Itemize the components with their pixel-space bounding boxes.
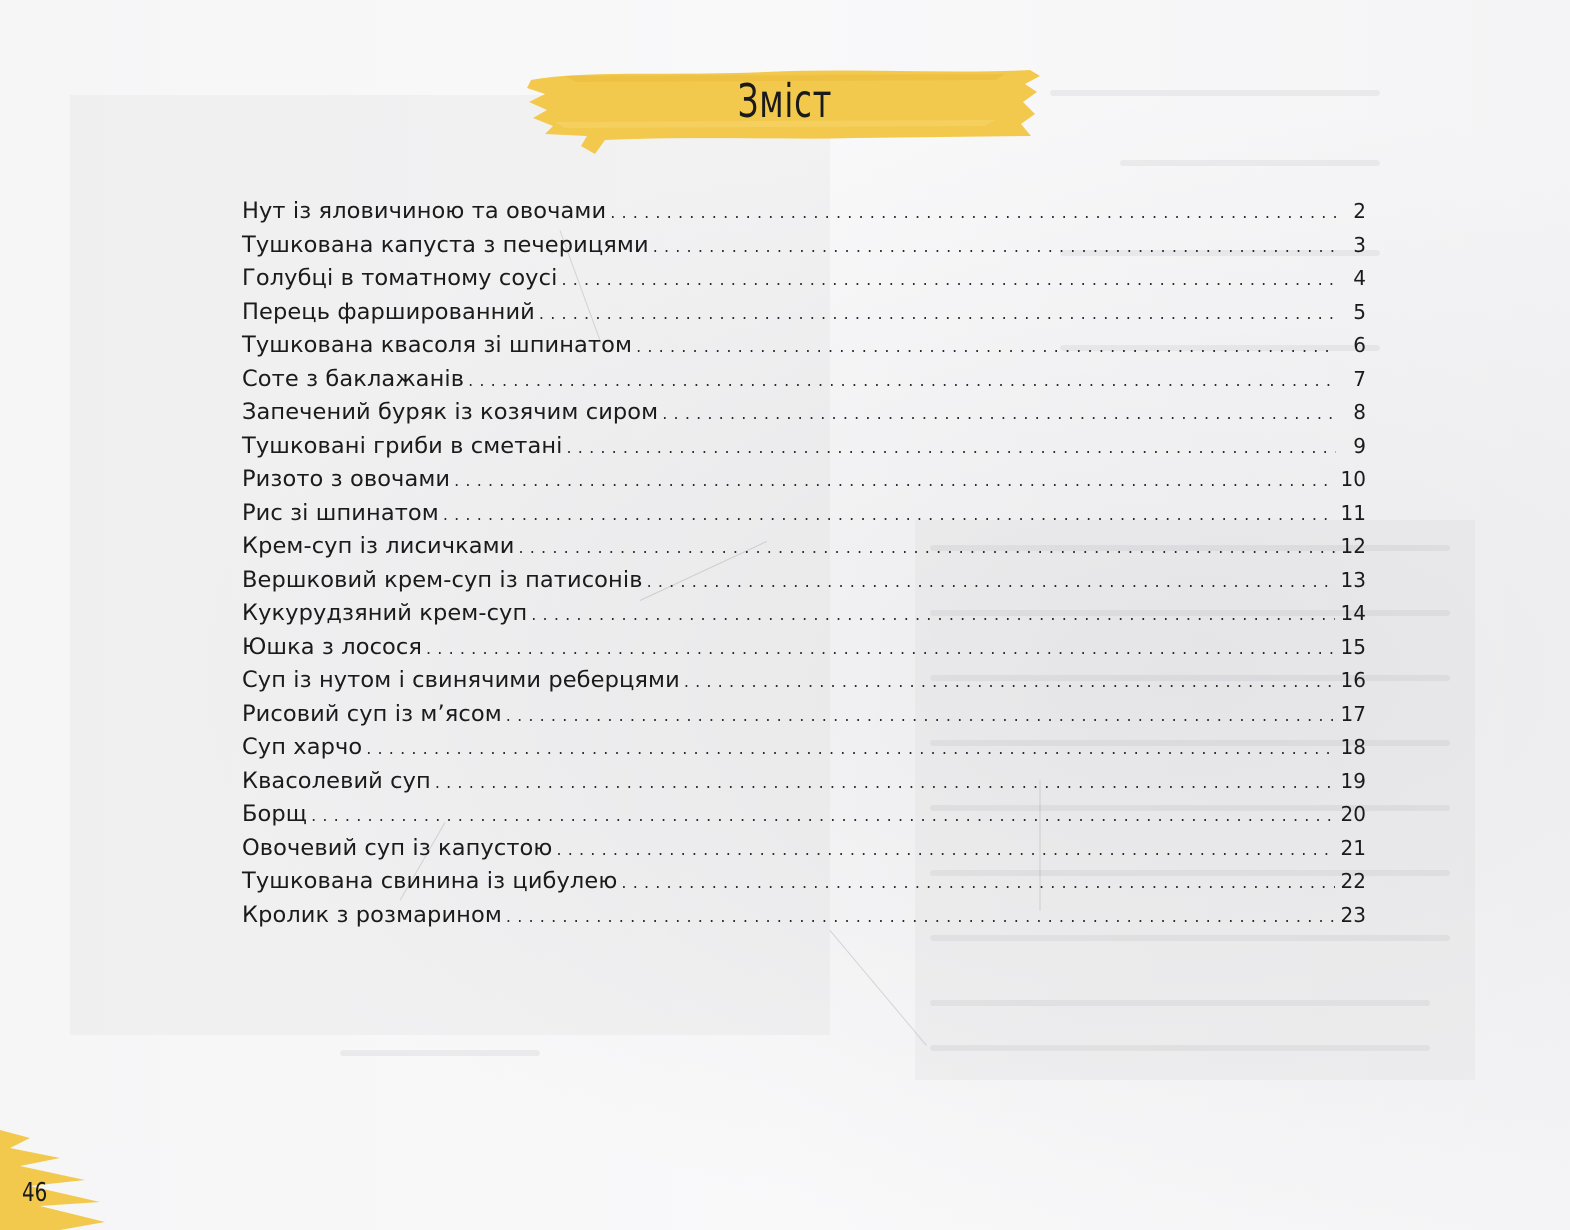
toc-entry	[242, 768, 1366, 802]
dot-leader	[518, 538, 1334, 557]
toc-entry	[242, 332, 1366, 366]
toc-entry-title: Крем-суп із лисичками	[242, 533, 515, 559]
bleed-through-line	[340, 1050, 540, 1056]
toc-entry-title: Тушкована свинина із цибулею	[242, 868, 618, 894]
toc-entry-page: 3	[1353, 232, 1366, 257]
toc-entry-title: Нут із яловичиною та овочами	[242, 198, 607, 224]
toc-entry-page: 23	[1340, 902, 1366, 927]
toc-entry-page: 18	[1340, 735, 1366, 759]
page-title: Зміст	[737, 74, 833, 128]
toc-entry	[242, 801, 1366, 835]
dot-leader	[684, 672, 1335, 691]
toc-entry-page: 6	[1353, 333, 1366, 357]
bleed-through-line	[930, 1045, 1430, 1051]
toc-entry-page: 9	[1353, 433, 1366, 458]
toc-entry-page: 2	[1353, 199, 1366, 223]
toc-entry	[242, 835, 1366, 869]
toc-entry-title: Тушковані гриби в сметані	[242, 432, 563, 459]
toc-entry	[242, 701, 1366, 735]
toc-entry-page: 17	[1340, 701, 1366, 726]
toc-entry-page: 12	[1340, 534, 1366, 558]
dot-leader	[621, 873, 1334, 892]
toc-entry	[242, 533, 1366, 567]
corner-highlight-brush	[0, 1130, 110, 1230]
page-number: 46	[22, 1178, 48, 1208]
toc-entry	[242, 500, 1366, 534]
dot-leader	[311, 806, 1334, 825]
toc-entry-page: 14	[1340, 601, 1366, 625]
toc-entry	[242, 433, 1366, 467]
toc-entry-title: Тушкована капуста з печерицями	[242, 231, 649, 258]
toc-entry	[242, 667, 1366, 701]
dot-leader	[653, 237, 1336, 256]
bleed-through-line	[930, 935, 1450, 941]
toc-entry	[242, 868, 1366, 902]
toc-entry-title: Рис зі шпинатом	[242, 499, 439, 526]
toc-entry-page: 16	[1340, 668, 1366, 692]
bleed-through-line	[1120, 160, 1380, 166]
dot-leader	[567, 438, 1337, 457]
toc-entry-title: Соте з баклажанів	[242, 365, 465, 392]
toc-entry-page: 8	[1353, 400, 1366, 424]
toc-entry	[242, 399, 1366, 433]
toc-entry-title: Голубці в томатному соусі	[242, 265, 558, 291]
paper-scratch	[830, 930, 927, 1046]
toc-entry-title: Ризото з овочами	[242, 466, 451, 492]
toc-entry-page: 4	[1353, 266, 1366, 290]
toc-entry-page: 10	[1340, 467, 1366, 491]
toc-entry-title: Рисовий суп із м’ясом	[242, 700, 502, 727]
dot-leader	[610, 203, 1336, 222]
toc-entry-page: 20	[1340, 802, 1366, 826]
toc-entry	[242, 466, 1366, 500]
toc-entry-page: 5	[1353, 299, 1366, 324]
toc-entry-page: 19	[1340, 768, 1366, 793]
toc-entry-title: Юшка з лосося	[242, 633, 423, 660]
toc-entry-title: Запечений буряк із козячим сиром	[242, 399, 659, 425]
toc-entry-title: Вершковий крем-суп із патисонів	[242, 566, 643, 593]
toc-entry-title: Перець фаршированний	[242, 298, 535, 325]
toc-entry-title: Кролик з розмарином	[242, 901, 502, 928]
toc-entry	[242, 734, 1366, 768]
toc-entry-title: Кукурудзяний крем-суп	[242, 600, 528, 626]
toc-entry-page: 21	[1340, 835, 1366, 860]
dot-leader	[506, 907, 1335, 926]
dot-leader	[435, 773, 1335, 792]
toc-entry-title: Суп харчо	[242, 734, 363, 760]
toc-entry-title: Тушкована квасоля зі шпинатом	[242, 332, 633, 358]
dot-leader	[561, 270, 1336, 289]
toc-entry	[242, 600, 1366, 634]
dot-leader	[539, 304, 1336, 323]
toc-entry-page: 13	[1340, 567, 1366, 592]
dot-leader	[366, 739, 1334, 758]
dot-leader	[647, 572, 1335, 591]
toc-entry	[242, 634, 1366, 668]
dot-leader	[556, 840, 1334, 859]
bleed-through-line	[1050, 90, 1380, 96]
dot-leader	[426, 639, 1335, 658]
toc-entry	[242, 265, 1366, 299]
dot-leader	[468, 371, 1336, 390]
toc-entry	[242, 232, 1366, 266]
toc-entry-page: 11	[1340, 500, 1366, 525]
toc-entry-page: 22	[1340, 869, 1366, 893]
toc-entry-title: Овочевий суп із капустою	[242, 834, 553, 861]
dot-leader	[443, 505, 1335, 524]
toc-entry-title: Квасолевий суп	[242, 767, 431, 794]
toc-entry-page: 7	[1353, 366, 1366, 391]
dot-leader	[454, 471, 1334, 490]
dot-leader	[662, 404, 1336, 423]
table-of-contents	[242, 198, 1366, 935]
toc-entry	[242, 567, 1366, 601]
toc-entry	[242, 198, 1366, 232]
toc-entry-title: Суп із нутом і свинячими реберцями	[242, 667, 680, 693]
toc-entry	[242, 902, 1366, 936]
bleed-through-line	[930, 1000, 1430, 1006]
toc-entry	[242, 366, 1366, 400]
dot-leader	[636, 337, 1336, 356]
toc-entry	[242, 299, 1366, 333]
dot-leader	[531, 605, 1334, 624]
dot-leader	[506, 706, 1335, 725]
toc-entry-page: 15	[1340, 634, 1366, 659]
toc-entry-title: Борщ	[242, 801, 308, 827]
